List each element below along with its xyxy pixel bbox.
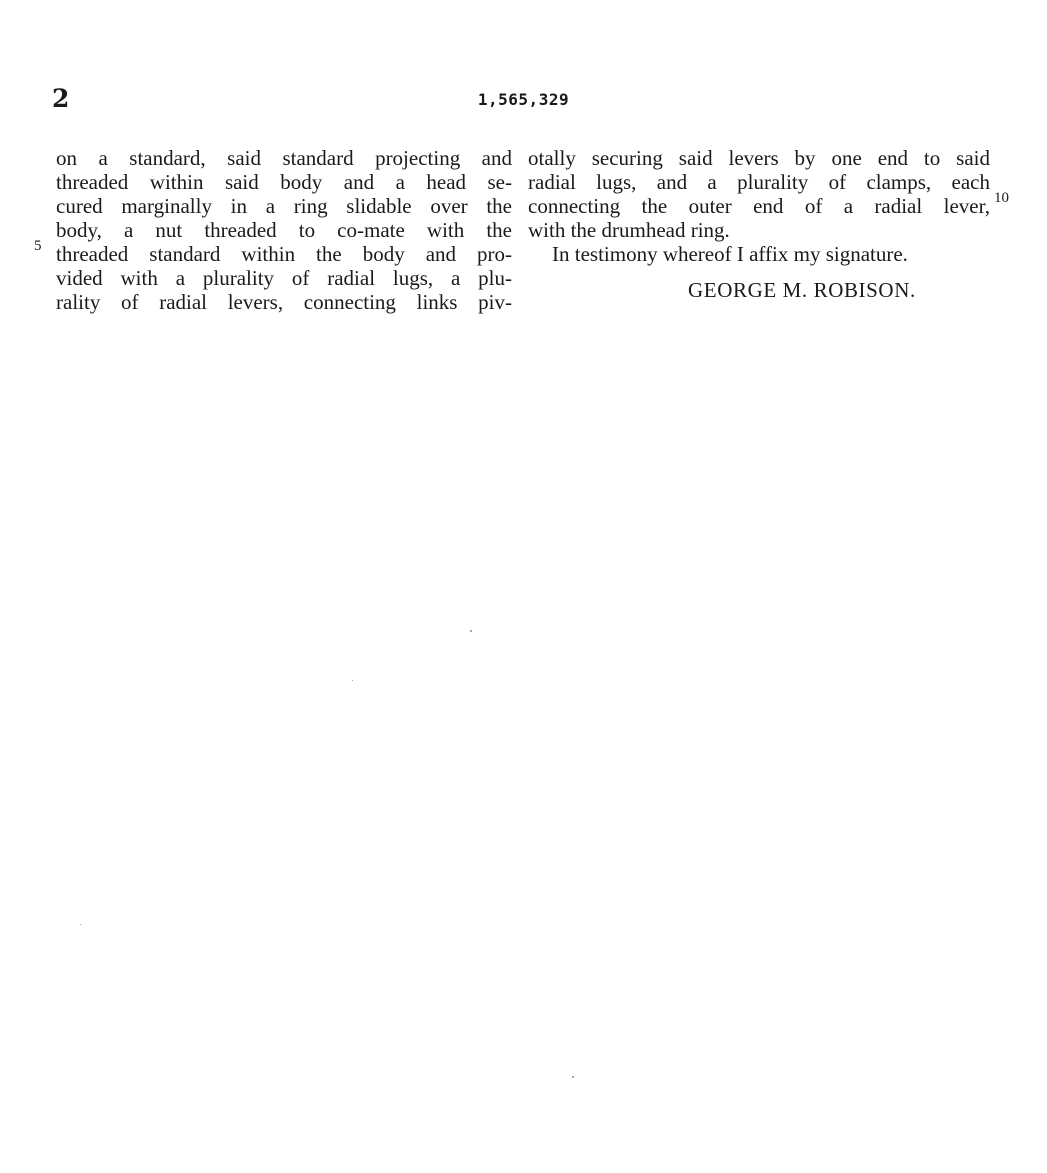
- scan-speck: [572, 1076, 574, 1078]
- right-column: [528, 146, 990, 266]
- left-column: [56, 146, 512, 314]
- scan-speck: [352, 680, 353, 681]
- text-line: rality of radial levers, connecting links piv-: [56, 290, 512, 314]
- text-line: threaded within said body and a head se-: [56, 170, 512, 194]
- right-margin-line-number: 10: [994, 190, 1009, 206]
- text-line: cured marginally in a ring slidable over the: [56, 194, 512, 218]
- text-line: body, a nut threaded to co-mate with the: [56, 218, 512, 242]
- scan-speck: [80, 924, 81, 925]
- text-line: otally securing said levers by one end to said: [528, 146, 990, 170]
- page-number: 2: [52, 84, 69, 113]
- text-line: connecting the outer end of a radial lever,: [528, 194, 990, 218]
- text-line: with the drumhead ring.: [528, 218, 730, 242]
- text-line: vided with a plurality of radial lugs, a plu-: [56, 266, 512, 290]
- inventor-signature: GEORGE M. ROBISON.: [688, 278, 916, 302]
- left-margin-line-number: 5: [34, 238, 42, 254]
- text-line: on a standard, said standard projecting and: [56, 146, 512, 170]
- patent-number: 1,565,329: [477, 90, 570, 109]
- testimony-line: In testimony whereof I affix my signature.: [552, 242, 908, 266]
- scan-speck: [470, 630, 472, 632]
- text-line: radial lugs, and a plurality of clamps, each: [528, 170, 990, 194]
- text-line: threaded standard within the body and pro-: [56, 242, 512, 266]
